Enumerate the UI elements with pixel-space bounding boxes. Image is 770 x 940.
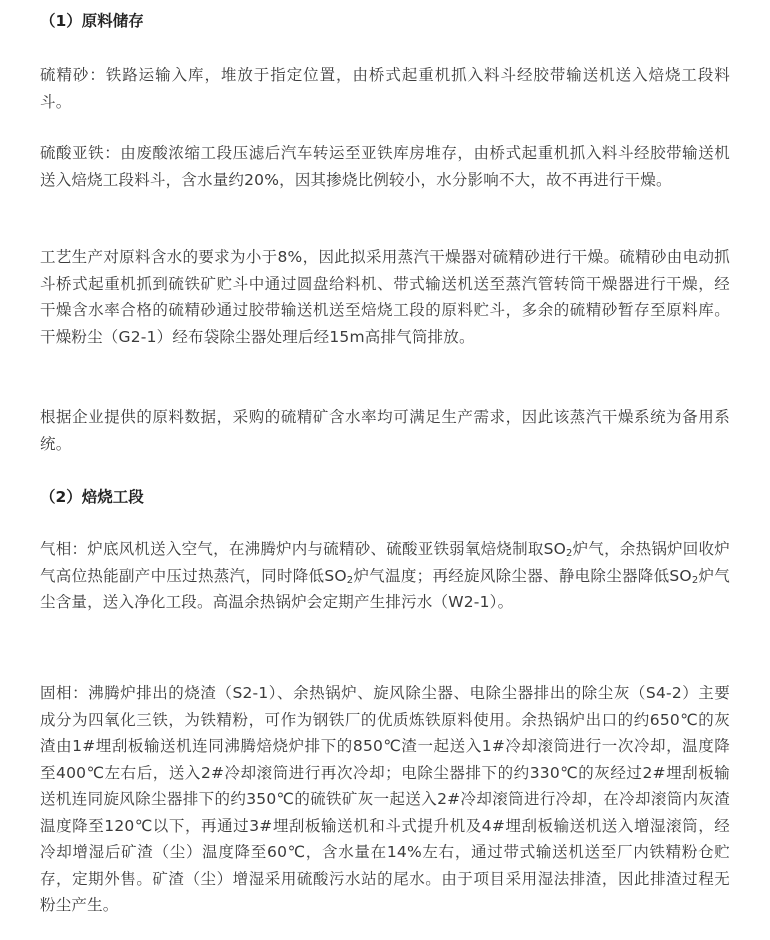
- paragraph-backup-system: 根据企业提供的原料数据，采购的硫精矿含水率均可满足生产需求，因此该蒸汽干燥系统为备用系统。: [40, 408, 730, 453]
- paragraph-ferrous-sulfate: 硫酸亚铁：由废酸浓缩工段压滤后汽车转运至亚铁库房堆存，由桥式起重机抓入料斗经胶带输送机送入焙烧工段料斗，含水量约20%，因其掺烧比例较小，水分影响不大，故不再进行干燥。: [40, 144, 730, 189]
- section-heading-raw-material-storage: （1）原料储存: [40, 12, 144, 30]
- paragraph-sulfur-concentrate: 硫精砂：铁路运输入库，堆放于指定位置，由桥式起重机抓入料斗经胶带输送机送入焙烧工段料斗。: [40, 66, 730, 111]
- paragraph-gas-phase: 气相：炉底风机送入空气，在沸腾炉内与硫精砂、硫酸亚铁弱氧焙烧制取$SO_2$炉气，余热锅炉回收炉气高位热能副产中压过热蒸汽，同时降低$SO_2$炉气温度；再经旋风除尘器、静电除尘器降低$SO_2$炉气尘含量，送入净化工段。高温余热锅炉会定期产生排污水（W2-1）。: [40, 540, 731, 611]
- paragraph-solid-phase: 固相：沸腾炉排出的烧渣（S2-1）、余热锅炉、旋风除尘器、电除尘器排出的除尘灰（S4-2）主要成分为四氧化三铁，为铁精粉，可作为钢铁厂的优质炼铁原料使用。余热锅炉出口的约650℃的灰渣由1#埋刮板输送机连同沸腾焙烧炉排下的850℃渣一起送入1#冷却滚筒进行一次冷却，温度降至400℃左右后，送入2#冷却滚筒进行再次冷却；电除尘器排下的约330℃的灰经过2#埋刮板输送机连同旋风除尘器排下的约350℃的硫铁矿灰一起送入2#冷却滚筒进行冷却，在冷却滚筒内灰渣温度降至120℃以下，再通过3#埋刮板输送机和斗式提升机及4#埋刮板输送机送入增湿滚筒，经冷却增湿后矿渣（尘）温度降至60℃，含水量在14%左右，通过带式输送机送至厂内铁精粉仓贮存，定期外售。矿渣（尘）增湿采用硫酸污水站的尾水。由于项目采用湿法排渣，因此排渣过程无粉尘产生。: [40, 684, 730, 914]
- paragraph-drying-process: 工艺生产对原料含水的要求为小于8%，因此拟采用蒸汽干燥器对硫精砂进行干燥。硫精砂由电动抓斗桥式起重机抓到硫铁矿贮斗中通过圆盘给料机、带式输送机送至蒸汽管转筒干燥器进行干燥，经干燥含水率合格的硫精砂通过胶带输送机送至焙烧工段的原料贮斗，多余的硫精砂暂存至原料库。干燥粉尘（G2-1）经布袋除尘器处理后经15m高排气筒排放。: [40, 248, 730, 346]
- section-heading-roasting: （2）焙烧工段: [40, 488, 144, 506]
